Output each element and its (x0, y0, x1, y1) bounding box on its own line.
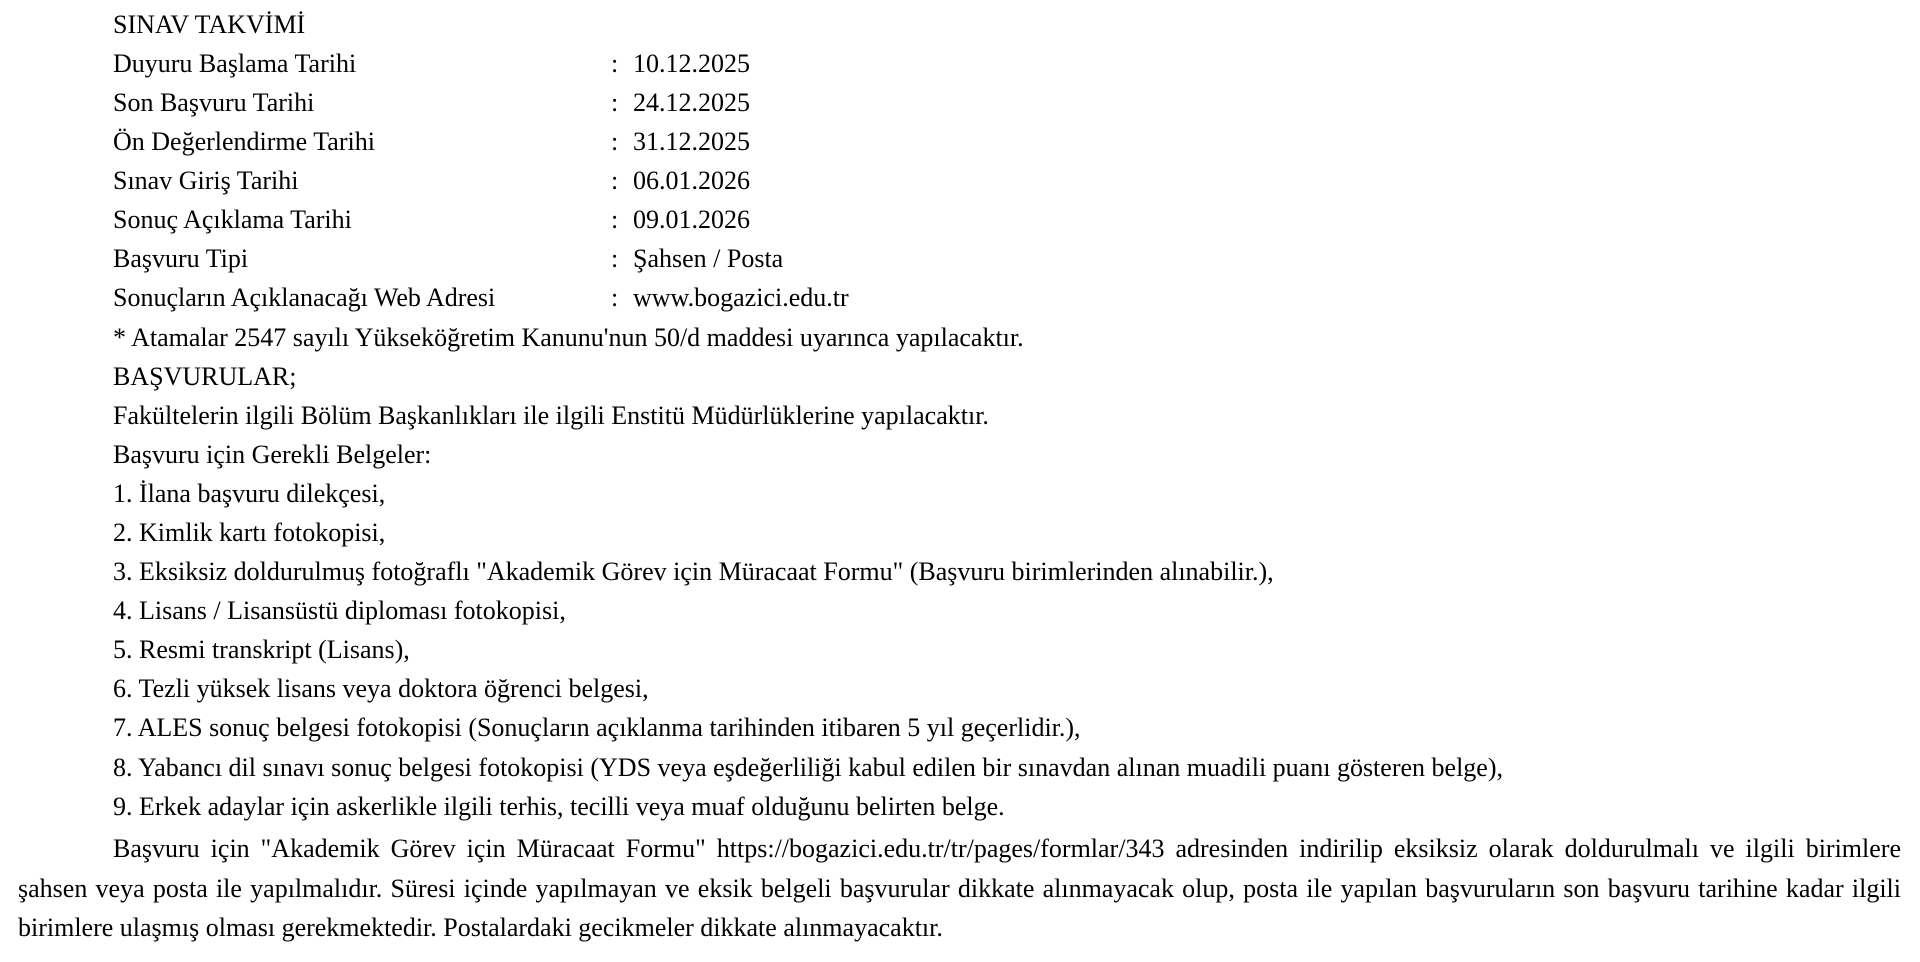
schedule-row-separator: : (611, 205, 619, 234)
schedule-row-value: 24.12.2025 (633, 88, 750, 117)
document-item: 5. Resmi transkript (Lisans), (113, 635, 410, 664)
schedule-row-label: Duyuru Başlama Tarihi (113, 49, 357, 78)
document-item: 7. ALES sonuç belgesi fotokopisi (Sonuçların açıklanma tarihinden itibaren 5 yıl geçerlidir.), (113, 713, 1081, 742)
schedule-row-label: Sınav Giriş Tarihi (113, 166, 299, 195)
schedule-row-value: 09.01.2026 (633, 205, 750, 234)
schedule-row-separator: : (611, 244, 619, 273)
document-item: 3. Eksiksiz doldurulmuş fotoğraflı "Akademik Görev için Müracaat Formu" (Başvuru birimlerinden alınabilir.), (113, 557, 1274, 586)
schedule-row-separator: : (611, 88, 619, 117)
schedule-row-separator: : (611, 166, 619, 195)
document-item: 8. Yabancı dil sınavı sonuç belgesi fotokopisi (YDS veya eşdeğerliliği kabul edilen bir sınavdan alınan muadili puanı gösteren belge), (113, 753, 1503, 782)
schedule-row-value: 31.12.2025 (633, 127, 750, 156)
schedule-row-value: Şahsen / Posta (633, 244, 784, 273)
document-item: 1. İlana başvuru dilekçesi, (113, 479, 386, 508)
schedule-row-label: Sonuçların Açıklanacağı Web Adresi (113, 283, 496, 312)
document-item: 4. Lisans / Lisansüstü diploması fotokopisi, (113, 596, 566, 625)
appointment-note: * Atamalar 2547 sayılı Yükseköğretim Kanunu'nun 50/d maddesi uyarınca yapılacaktır. (113, 323, 1024, 352)
schedule-row-label: Ön Değerlendirme Tarihi (113, 127, 375, 156)
schedule-row-label: Başvuru Tipi (113, 244, 249, 273)
schedule-row-value: 10.12.2025 (633, 49, 750, 78)
required-documents-heading: Başvuru için Gerekli Belgeler: (113, 440, 432, 469)
applications-heading: BAŞVURULAR; (113, 362, 297, 391)
document-item: 2. Kimlik kartı fotokopisi, (113, 518, 386, 547)
schedule-row-value: 06.01.2026 (633, 166, 750, 195)
schedule-row-label: Sonuç Açıklama Tarihi (113, 205, 352, 234)
document-item: 6. Tezli yüksek lisans veya doktora öğrenci belgesi, (113, 674, 649, 703)
closing-paragraph: Başvuru için "Akademik Görev için Müracaat Formu" https://bogazici.edu.tr/tr/pages/formlar/343 adresinden indirilip eksiksiz olarak doldurulmalı ve ilgili birimlere şahsen veya posta ile yapılmalıdır. Süresi içinde yapılmayan ve eksik belgeli başvurular dikkate alınmayacak olup, posta ile yapılan başvuruların son başvuru tarihine kadar ilgili birimlere ulaşmış olması gerekmektedir. Postalardaki gecikmeler dikkate alınmayacaktır. (18, 834, 1901, 942)
schedule-row-value: www.bogazici.edu.tr (633, 283, 849, 312)
schedule-row-separator: : (611, 127, 619, 156)
schedule-row-separator: : (611, 49, 619, 78)
document-item: 9. Erkek adaylar için askerlikle ilgili terhis, tecilli veya muaf olduğunu belirten belge. (113, 792, 1005, 821)
schedule-row-separator: : (611, 283, 619, 312)
schedule-row-label: Son Başvuru Tarihi (113, 88, 315, 117)
applications-intro: Fakültelerin ilgili Bölüm Başkanlıkları ile ilgili Enstitü Müdürlüklerine yapılacaktır. (113, 401, 989, 430)
schedule-title: SINAV TAKVİMİ (113, 10, 306, 39)
